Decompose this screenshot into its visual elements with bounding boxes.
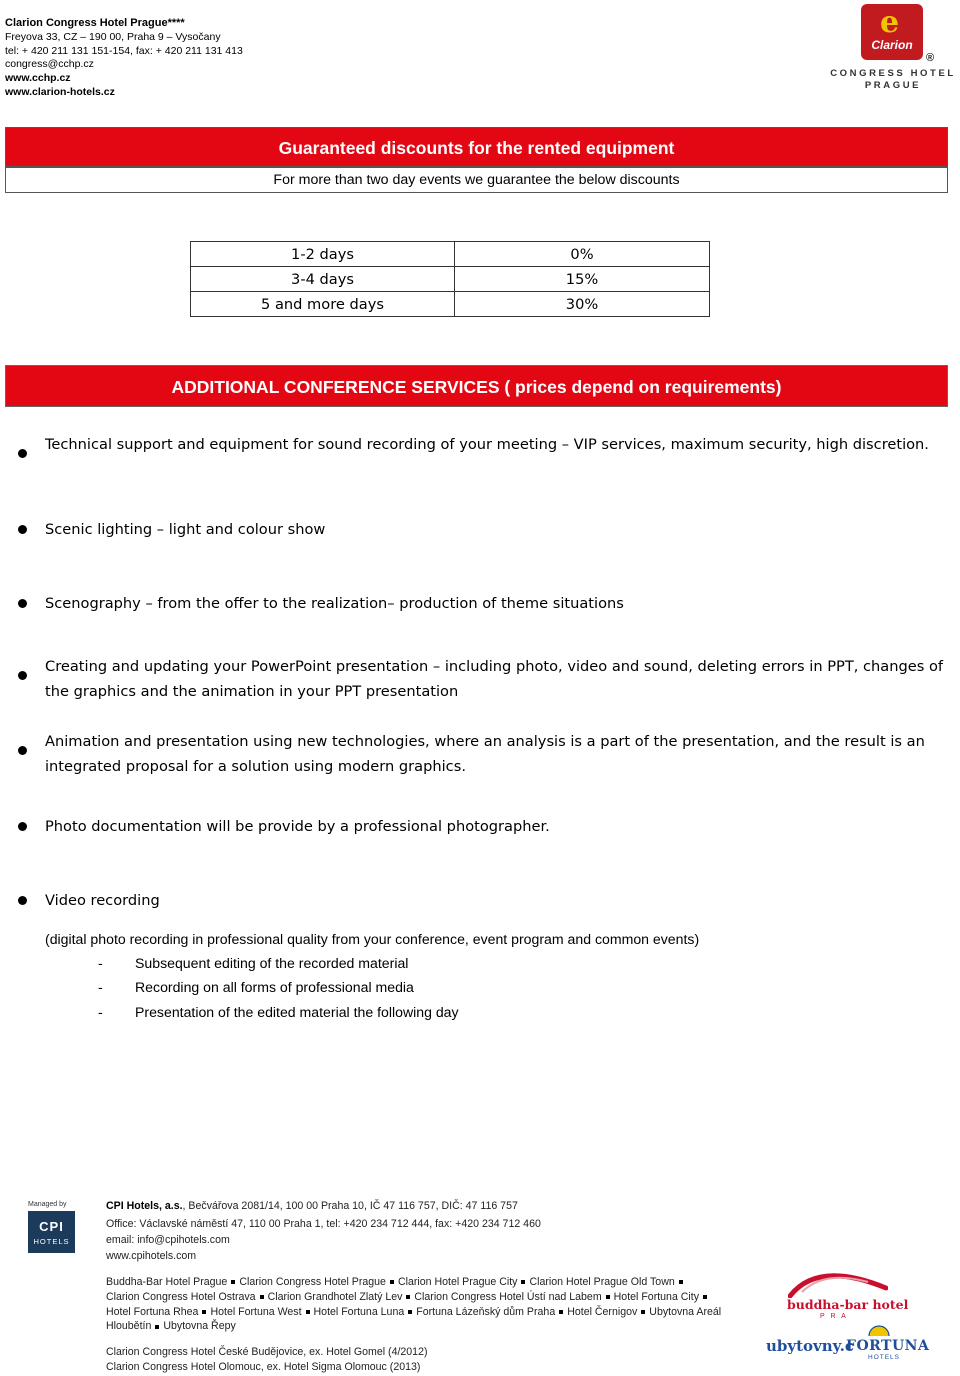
company-details: , Bečvářova 2081/14, 100 00 Praha 10, IČ 47 116 757, DIČ: 47 116 757: [182, 1200, 518, 1212]
hotel-list-line: [106, 1305, 721, 1320]
hotel-name-item: Ubytovna Řepy: [163, 1320, 236, 1333]
service-item: Video recording: [45, 892, 160, 909]
table-row: [191, 292, 710, 317]
square-bullet-icon: [155, 1325, 159, 1329]
hotel-email-link[interactable]: congress@cchp.cz: [5, 58, 94, 71]
hotel-name-item: Ubytovna Areál: [649, 1305, 722, 1318]
bullet-icon: [18, 525, 27, 534]
discounts-subtitle: For more than two day events we guarantee the below discounts: [5, 167, 948, 193]
discount-period: 5 and more days: [191, 292, 455, 317]
service-item: Animation and presentation using new technologies, where an analysis is a part of the presentation, and the result is an integrated proposal for a solution using modern graphics.: [45, 733, 925, 775]
hotel-address: Freyova 33, CZ – 190 00, Praha 9 – Vysočany: [5, 30, 221, 43]
list-item: [98, 979, 414, 995]
dash-marker: -: [98, 979, 103, 995]
hotel-list-line: [106, 1290, 721, 1305]
hotel-name-item: Hotel Fortuna West: [210, 1305, 302, 1318]
hotel-contact-block: [5, 17, 243, 100]
fortuna-logo: FORTUNA: [846, 1338, 930, 1354]
cpi-logo-text: CPI: [39, 1219, 64, 1234]
clarion-emblem: [861, 4, 923, 60]
hotel-phone: tel: + 420 211 131 151-154, fax: + 420 211 131 413: [5, 44, 243, 57]
bullet-icon: [18, 896, 27, 905]
discount-period: 3-4 days: [191, 267, 455, 292]
table-row: [191, 242, 710, 267]
bullet-icon: [18, 599, 27, 608]
clarion-web-link[interactable]: www.clarion-hotels.cz: [5, 85, 115, 98]
hotel-name-item: Hloubětín: [106, 1320, 152, 1333]
hotel-name: Clarion Congress Hotel Prague****: [5, 17, 185, 29]
hotel-name-item: Buddha-Bar Hotel Prague: [106, 1276, 228, 1288]
service-item: Scenography – from the offer to the realization– production of theme situations: [45, 595, 624, 612]
cpi-logo-hotels: HOTELS: [33, 1237, 70, 1246]
list-item: [98, 955, 408, 971]
subitem-text: Subsequent editing of the recorded material: [135, 955, 409, 971]
discount-value: 15%: [455, 267, 710, 292]
managed-by-label: Managed by: [28, 1201, 67, 1208]
square-bullet-icon: [231, 1280, 235, 1284]
services-title-bar: ADDITIONAL CONFERENCE SERVICES ( prices depend on requirements): [5, 365, 948, 407]
square-bullet-icon: [606, 1295, 610, 1299]
cpi-hotels-logo: [28, 1200, 76, 1254]
square-bullet-icon: [521, 1280, 525, 1284]
former-hotel-line: Clarion Congress Hotel České Budějovice, ex. Hotel Gomel (4/2012): [106, 1346, 428, 1358]
clarion-wordmark: Clarion: [871, 38, 913, 52]
hotel-name-item: Clarion Hotel Prague Old Town: [529, 1276, 675, 1288]
hotel-name-item: Clarion Hotel Prague City: [397, 1276, 518, 1288]
hotel-name-item: Clarion Congress Hotel Prague: [239, 1276, 386, 1288]
square-bullet-icon: [390, 1280, 394, 1284]
fortuna-sub: HOTELS: [868, 1354, 901, 1361]
service-item: Scenic lighting – light and colour show: [45, 521, 326, 538]
hotel-name-item: Hotel Fortuna Rhea: [106, 1305, 199, 1318]
service-item: Photo documentation will be provide by a professional photographer.: [45, 818, 550, 835]
service-item: Creating and updating your PowerPoint presentation – including photo, video and sound, deleting errors in PPT, changes of the graphics and the animation in your PPT presentation: [45, 658, 944, 700]
subitem-text: Presentation of the edited material the following day: [135, 1004, 459, 1020]
square-bullet-icon: [703, 1295, 707, 1299]
clarion-e-icon: e: [880, 5, 900, 40]
discount-value: 0%: [455, 242, 710, 267]
bullet-icon: [18, 449, 27, 458]
ubytovny-logo: ubytovny.c: [766, 1337, 855, 1355]
list-item: [98, 1004, 459, 1020]
buddha-bar-arc-icon: [788, 1266, 888, 1298]
hotel-web-link[interactable]: www.cchp.cz: [5, 72, 71, 85]
hotel-name-item: Clarion Grandhotel Zlatý Lev: [267, 1290, 403, 1303]
square-bullet-icon: [202, 1310, 206, 1314]
buddha-bar-logo: buddha-bar hotel: [787, 1297, 909, 1312]
bullet-icon: [18, 822, 27, 831]
company-line: [106, 1200, 518, 1212]
hotel-name-item: Fortuna Lázeňský dům Praha: [416, 1305, 556, 1318]
hotel-name-item: Clarion Congress Hotel Ostrava: [106, 1290, 256, 1303]
service-item: Technical support and equipment for sound recording of your meeting – VIP services, maximum security, high discretion.: [45, 436, 929, 453]
dash-marker: -: [98, 1004, 103, 1020]
dash-marker: -: [98, 955, 103, 971]
hotel-name-item: Hotel Fortuna City: [613, 1290, 700, 1303]
discount-table: [190, 241, 710, 317]
buddha-bar-sub: P R A: [820, 1313, 848, 1320]
square-bullet-icon: [559, 1310, 563, 1314]
office-line: Office: Václavské náměstí 47, 110 00 Praha 1, tel: +420 234 712 444, fax: +420 234 712 460: [106, 1218, 541, 1230]
square-bullet-icon: [306, 1310, 310, 1314]
company-name: CPI Hotels, a.s.: [106, 1200, 183, 1212]
footer-email[interactable]: email: info@cpihotels.com: [106, 1234, 230, 1246]
footer-web[interactable]: www.cpihotels.com: [106, 1250, 197, 1262]
discount-value: 30%: [455, 292, 710, 317]
logo-line-prague: PRAGUE: [864, 80, 922, 91]
clarion-congress-logo: [826, 4, 960, 92]
hotel-list-line: [106, 1275, 721, 1290]
hotel-name-item: Clarion Congress Hotel Ústí nad Labem: [414, 1290, 602, 1303]
hotel-list: [106, 1275, 721, 1334]
square-bullet-icon: [406, 1295, 410, 1299]
bullet-icon: [18, 746, 27, 755]
square-bullet-icon: [679, 1280, 683, 1284]
hotel-name-item: Hotel Fortuna Luna: [313, 1305, 405, 1318]
cpi-logo-box: [28, 1211, 75, 1253]
former-hotel-line: Clarion Congress Hotel Olomouc, ex. Hotel Sigma Olomouc (2013): [106, 1361, 421, 1373]
registered-mark: ®: [926, 52, 935, 64]
square-bullet-icon: [408, 1310, 412, 1314]
discount-period: 1-2 days: [191, 242, 455, 267]
square-bullet-icon: [260, 1295, 264, 1299]
discounts-title-bar: Guaranteed discounts for the rented equipment: [5, 127, 948, 167]
logo-line-congress-hotel: CONGRESS HOTEL: [830, 68, 956, 79]
bullet-icon: [18, 671, 27, 680]
video-note: (digital photo recording in professional quality from your conference, event program and common events): [45, 931, 700, 947]
hotel-list-line: [106, 1319, 721, 1334]
hotel-name-item: Hotel Černigov: [567, 1305, 638, 1318]
fortuna-sun-icon: [868, 1322, 890, 1336]
square-bullet-icon: [641, 1310, 645, 1314]
subitem-text: Recording on all forms of professional media: [135, 979, 414, 995]
table-row: [191, 267, 710, 292]
